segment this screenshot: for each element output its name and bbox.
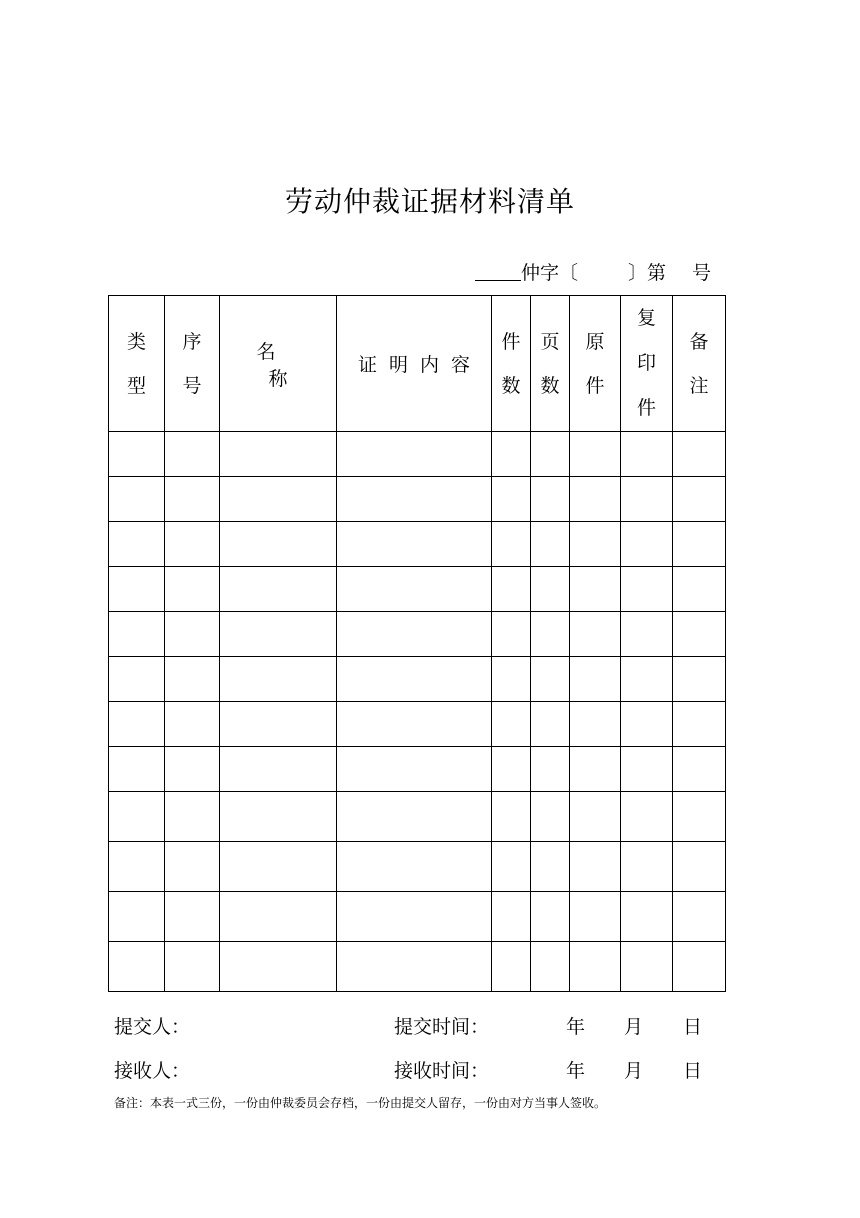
table-cell[interactable] — [165, 432, 220, 477]
table-cell[interactable] — [570, 792, 621, 842]
table-cell[interactable] — [492, 477, 531, 522]
table-cell[interactable] — [673, 842, 726, 892]
table-cell[interactable] — [220, 522, 337, 567]
table-row — [109, 657, 726, 702]
table-row — [109, 477, 726, 522]
table-cell[interactable] — [570, 477, 621, 522]
table-cell[interactable] — [165, 612, 220, 657]
table-cell[interactable] — [337, 522, 492, 567]
footnote: 备注：本表一式三份，一份由仲裁委员会存档，一份由提交人留存，一份由对方当事人签收。 — [114, 1096, 607, 1110]
table-cell[interactable] — [337, 657, 492, 702]
table-cell[interactable] — [337, 702, 492, 747]
receiver-label: 接收人： — [114, 1060, 191, 1082]
case-zi-label: 仲字 — [521, 262, 560, 284]
table-cell[interactable] — [621, 892, 673, 942]
header-proof-content: 证明内容 — [337, 296, 492, 432]
table-cell[interactable] — [337, 942, 492, 992]
table-cell[interactable] — [492, 567, 531, 612]
table-cell[interactable] — [531, 747, 570, 792]
table-cell[interactable] — [165, 747, 220, 792]
receive-month: 月 — [624, 1060, 644, 1082]
table-cell[interactable] — [621, 942, 673, 992]
table-cell[interactable] — [673, 892, 726, 942]
header-count: 件数 — [492, 296, 531, 432]
table-cell[interactable] — [621, 842, 673, 892]
table-row — [109, 432, 726, 477]
table-cell[interactable] — [531, 842, 570, 892]
table-cell[interactable] — [621, 567, 673, 612]
submitter-line — [114, 1012, 703, 1039]
table-cell[interactable] — [165, 657, 220, 702]
table-cell[interactable] — [109, 892, 165, 942]
table-cell[interactable] — [531, 942, 570, 992]
table-cell[interactable] — [621, 747, 673, 792]
table-cell[interactable] — [109, 477, 165, 522]
table-cell[interactable] — [337, 567, 492, 612]
submit-month: 月 — [624, 1016, 644, 1038]
table-cell[interactable] — [621, 612, 673, 657]
table-cell[interactable] — [673, 567, 726, 612]
header-name: 名 称 — [220, 296, 337, 432]
table-cell[interactable] — [220, 842, 337, 892]
table-cell[interactable] — [492, 657, 531, 702]
evidence-table — [108, 295, 726, 992]
table-cell[interactable] — [673, 432, 726, 477]
table-cell[interactable] — [492, 612, 531, 657]
table-cell[interactable] — [337, 842, 492, 892]
table-cell[interactable] — [165, 522, 220, 567]
table-row — [109, 792, 726, 842]
table-cell[interactable] — [570, 567, 621, 612]
table-cell[interactable] — [337, 612, 492, 657]
submit-year: 年 — [566, 1016, 586, 1038]
table-row — [109, 892, 726, 942]
table-row — [109, 522, 726, 567]
receiver-line — [114, 1056, 703, 1083]
table-cell[interactable] — [109, 612, 165, 657]
table-cell[interactable] — [531, 477, 570, 522]
table-cell[interactable] — [531, 612, 570, 657]
table-cell[interactable] — [570, 747, 621, 792]
table-cell[interactable] — [673, 942, 726, 992]
table-cell[interactable] — [531, 702, 570, 747]
table-cell[interactable] — [109, 942, 165, 992]
receive-day: 日 — [683, 1060, 703, 1082]
table-cell[interactable] — [673, 657, 726, 702]
submitter-label: 提交人： — [114, 1016, 191, 1038]
table-row — [109, 747, 726, 792]
table-cell[interactable] — [570, 612, 621, 657]
table-cell[interactable] — [570, 657, 621, 702]
table-cell[interactable] — [621, 657, 673, 702]
table-cell[interactable] — [109, 522, 165, 567]
case-hao-label: 号 — [692, 262, 712, 284]
table-cell[interactable] — [621, 477, 673, 522]
table-cell[interactable] — [165, 792, 220, 842]
table-cell[interactable] — [492, 747, 531, 792]
case-prefix-blank[interactable] — [475, 260, 521, 281]
table-cell[interactable] — [621, 792, 673, 842]
table-cell[interactable] — [109, 657, 165, 702]
table-cell[interactable] — [220, 567, 337, 612]
table-cell[interactable] — [220, 477, 337, 522]
table-cell[interactable] — [220, 432, 337, 477]
table-row — [109, 567, 726, 612]
table-cell[interactable] — [531, 892, 570, 942]
table-cell[interactable] — [220, 892, 337, 942]
table-cell[interactable] — [621, 702, 673, 747]
header-copy: 复印件 — [621, 296, 673, 432]
submit-time-label: 提交时间： — [394, 1016, 490, 1038]
table-cell[interactable] — [337, 792, 492, 842]
table-cell[interactable] — [673, 702, 726, 747]
table-cell[interactable] — [492, 432, 531, 477]
table-cell[interactable] — [492, 842, 531, 892]
submit-day: 日 — [683, 1016, 703, 1038]
table-cell[interactable] — [337, 477, 492, 522]
table-cell[interactable] — [220, 792, 337, 842]
table-cell[interactable] — [220, 942, 337, 992]
table-cell[interactable] — [337, 747, 492, 792]
header-remark: 备注 — [673, 296, 726, 432]
table-header-row — [109, 296, 726, 432]
case-number-line — [475, 258, 711, 285]
table-cell[interactable] — [570, 892, 621, 942]
table-cell[interactable] — [220, 702, 337, 747]
table-body — [109, 432, 726, 992]
table-cell[interactable] — [109, 792, 165, 842]
table-cell[interactable] — [531, 432, 570, 477]
table-cell[interactable] — [570, 702, 621, 747]
close-bracket-di: 〕第 — [628, 262, 667, 284]
table-cell[interactable] — [109, 702, 165, 747]
table-cell[interactable] — [337, 432, 492, 477]
table-cell[interactable] — [621, 432, 673, 477]
table-cell[interactable] — [492, 702, 531, 747]
table-cell[interactable] — [220, 657, 337, 702]
table-cell[interactable] — [673, 477, 726, 522]
table-cell[interactable] — [531, 657, 570, 702]
document-title: 劳动仲裁证据材料清单 — [284, 185, 575, 218]
table-cell[interactable] — [165, 942, 220, 992]
header-type: 类型 — [109, 296, 165, 432]
table-cell[interactable] — [165, 892, 220, 942]
table-cell[interactable] — [492, 792, 531, 842]
table-cell[interactable] — [492, 892, 531, 942]
receive-time-label: 接收时间： — [394, 1060, 490, 1082]
table-cell[interactable] — [165, 702, 220, 747]
table-cell[interactable] — [570, 842, 621, 892]
open-bracket: 〔 — [559, 262, 579, 284]
table-cell[interactable] — [531, 567, 570, 612]
header-pages: 页数 — [531, 296, 570, 432]
table-cell[interactable] — [109, 432, 165, 477]
table-cell[interactable] — [492, 942, 531, 992]
table-cell[interactable] — [570, 522, 621, 567]
table-cell[interactable] — [570, 432, 621, 477]
receive-year: 年 — [566, 1060, 586, 1082]
table-cell[interactable] — [673, 792, 726, 842]
table-cell[interactable] — [109, 567, 165, 612]
table-cell[interactable] — [531, 522, 570, 567]
header-seq: 序号 — [165, 296, 220, 432]
table-row — [109, 842, 726, 892]
table-cell[interactable] — [109, 842, 165, 892]
table-cell[interactable] — [109, 747, 165, 792]
table-cell[interactable] — [220, 612, 337, 657]
table-cell[interactable] — [165, 842, 220, 892]
table-cell[interactable] — [673, 522, 726, 567]
table-cell[interactable] — [220, 747, 337, 792]
table-cell[interactable] — [337, 892, 492, 942]
table-row — [109, 702, 726, 747]
table-cell[interactable] — [673, 612, 726, 657]
table-cell[interactable] — [165, 567, 220, 612]
table-cell[interactable] — [570, 942, 621, 992]
table-cell[interactable] — [621, 522, 673, 567]
table-row — [109, 612, 726, 657]
table-cell[interactable] — [673, 747, 726, 792]
table-cell[interactable] — [531, 792, 570, 842]
table-row — [109, 942, 726, 992]
table-cell[interactable] — [492, 522, 531, 567]
table-cell[interactable] — [165, 477, 220, 522]
header-original: 原件 — [570, 296, 621, 432]
